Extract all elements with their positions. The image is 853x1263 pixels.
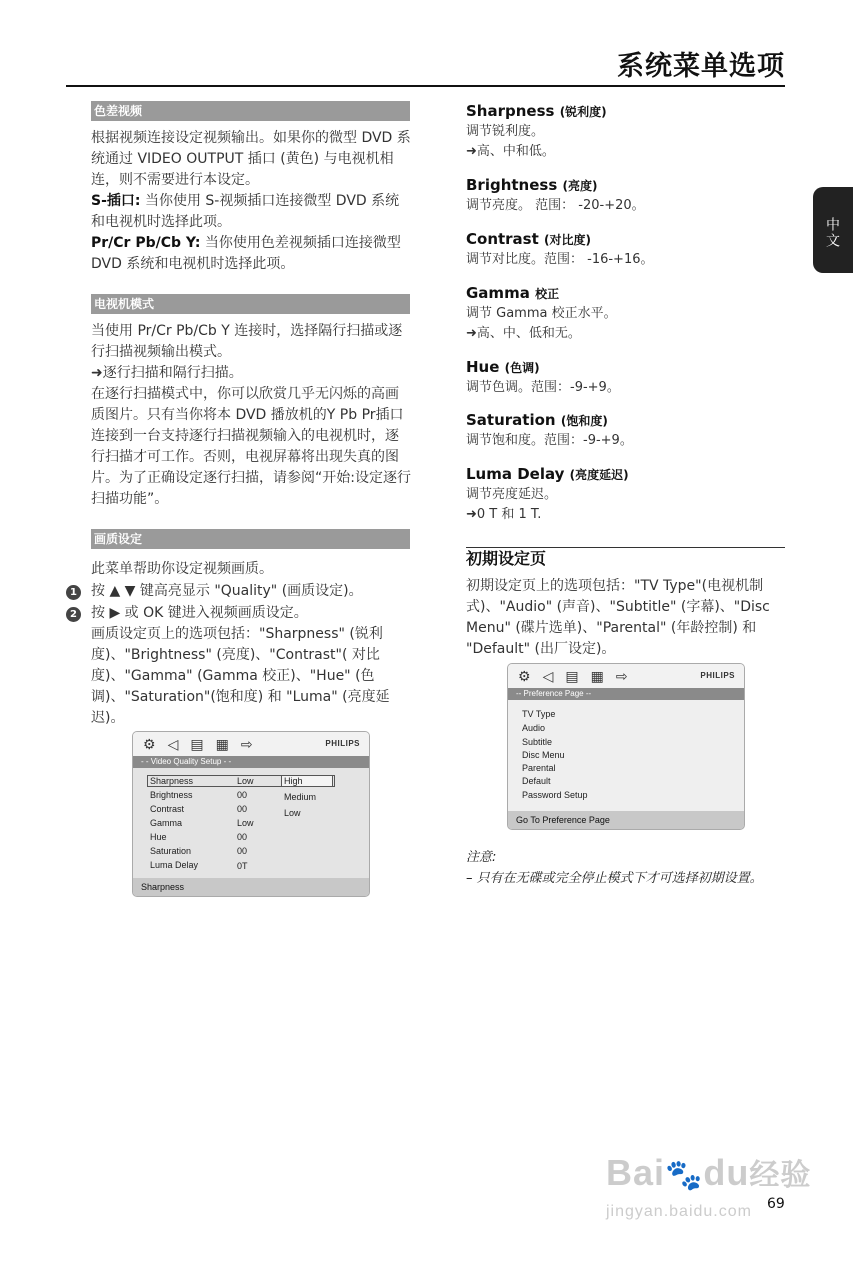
item-title: [466, 357, 786, 378]
step-1-text: 按 ▲ ▼ 键高亮显示 "Quality" (画质设定)。: [91, 583, 363, 599]
item-brightness: [466, 175, 786, 216]
item-title-en: Sharpness: [466, 102, 555, 120]
item-title-zh: (锐利度): [559, 105, 607, 119]
gear-icon: ⚙: [143, 735, 156, 752]
osd-row-value: 0T: [237, 861, 248, 871]
component-label: Pr/Cr Pb/Cb Y:: [91, 235, 201, 251]
step-1-marker: 1: [66, 585, 81, 600]
arrow-exit-icon: ⇨: [615, 667, 628, 684]
item-arrow: ➜高、中和低。: [466, 144, 555, 159]
item-arrow: ➜高、中、低和无。: [466, 326, 581, 341]
osd-option[interactable]: Medium: [284, 792, 317, 802]
pref-separator: [466, 547, 785, 548]
note-text: – 只有在无碟或完全停止模式下才可选择初期设置。: [466, 871, 763, 886]
osd-icon-bar: [508, 664, 744, 688]
note-label: 注意:: [466, 850, 497, 865]
item-title: [466, 175, 786, 196]
item-sharpness: [466, 101, 786, 162]
grid-icon: ▦: [590, 667, 604, 684]
preference-osd: [507, 663, 745, 830]
item-hue: [466, 357, 786, 398]
item-arrow: ➜0 T 和 1 T.: [466, 507, 542, 522]
step-2-body: [91, 603, 411, 729]
item-desc: 调节亮度延迟。: [466, 487, 558, 502]
screen-icon: ▤: [565, 667, 579, 684]
s-video-option: [91, 191, 411, 233]
item-title-zh: (色调): [504, 361, 540, 375]
item-title-zh: (亮度延迟): [569, 468, 629, 482]
item-title-zh: (对比度): [544, 233, 591, 247]
item-title: [466, 283, 786, 304]
osd-option[interactable]: Low: [284, 808, 301, 818]
page-title: 系统菜单选项: [617, 51, 785, 82]
watermark-logo: [606, 1150, 811, 1194]
item-desc: 调节亮度。 范围： -20-+20。: [466, 198, 645, 213]
item-contrast: [466, 229, 786, 270]
osd-icon-bar: [133, 732, 369, 756]
section-heading-component-video: 色差视频: [91, 101, 410, 121]
osd-brand: PHILIPS: [325, 739, 360, 748]
item-desc: 调节饱和度。范围：-9-+9。: [466, 433, 633, 448]
grid-icon: ▦: [215, 735, 229, 752]
section-tv-mode-body: [91, 321, 411, 510]
item-desc: 调节锐利度。: [466, 124, 545, 139]
osd-row-name[interactable]: Luma Delay: [150, 860, 199, 870]
osd-row-value: 00: [237, 790, 248, 800]
osd-row-value: Low: [237, 776, 254, 786]
osd-header: - - Video Quality Setup - -: [133, 756, 369, 768]
osd-footer: Sharpness: [133, 878, 369, 896]
osd-brand: PHILIPS: [700, 671, 735, 680]
arrow-exit-icon: ⇨: [240, 735, 253, 752]
section-heading-quality: 画质设定: [91, 529, 410, 549]
osd-row-value: 00: [237, 846, 248, 856]
osd-option[interactable]: High: [284, 776, 303, 786]
watermark-brand-a: Bai: [606, 1152, 666, 1193]
section-heading-tv-mode: 电视机模式: [91, 294, 410, 314]
osd-row-name[interactable]: Gamma: [150, 818, 183, 828]
osd-row-name[interactable]: Sharpness: [150, 776, 194, 786]
component-option: [91, 233, 411, 275]
item-title: [466, 101, 786, 122]
video-quality-osd: [132, 731, 370, 897]
osd-row-name[interactable]: Saturation: [150, 846, 192, 856]
item-title-en: Hue: [466, 358, 500, 376]
speaker-icon: ◁: [542, 667, 554, 684]
language-tab-label: 中文: [824, 217, 840, 249]
item-title: [466, 410, 786, 431]
item-title-zh: (饱和度): [560, 414, 608, 428]
step-2-options: 画质设定页上的选项包括："Sharpness" (锐利度)、"Brightness" (亮度)、"Contrast"( 对比度)、"Gamma" (Gamma 校正)、"Hue" (色调)、"Saturation"(饱和度) 和 "Luma" (亮度延迟)。: [91, 626, 390, 726]
osd-row-value: 00: [237, 832, 248, 842]
title-rule: [66, 85, 785, 87]
item-title-en: Luma Delay: [466, 465, 565, 483]
osd-menu-item[interactable]: Parental: [522, 763, 556, 773]
step-2-marker: 2: [66, 607, 81, 622]
watermark-paw-icon: 🐾: [665, 1159, 704, 1192]
item-title-en: Gamma: [466, 284, 530, 302]
tv-mode-options: ➜逐行扫描和隔行扫描。: [91, 365, 243, 381]
osd-row-name[interactable]: Contrast: [150, 804, 185, 814]
screen-icon: ▤: [190, 735, 204, 752]
item-title-en: Contrast: [466, 230, 539, 248]
section-component-video-body: [91, 128, 411, 275]
item-title-zh: 校正: [535, 287, 560, 301]
osd-row-value: 00: [237, 804, 248, 814]
item-saturation: [466, 410, 786, 451]
item-desc: 调节对比度。范围： -16-+16。: [466, 252, 654, 267]
item-desc: 调节色调。范围：-9-+9。: [466, 380, 620, 395]
language-tab: [813, 187, 853, 273]
item-title: [466, 229, 786, 250]
osd-menu-item[interactable]: Password Setup: [522, 790, 588, 800]
osd-footer: Go To Preference Page: [508, 811, 744, 829]
watermark-url: jingyan.baidu.com: [606, 1203, 752, 1220]
osd-header: -- Preference Page --: [508, 688, 744, 700]
item-desc: 调节 Gamma 校正水平。: [466, 306, 617, 321]
pref-text: 初期设定页上的选项包括："TV Type"(电视机制式)、"Audio" (声音)、"Subtitle" (字幕)、"Disc Menu" (碟片选单)、"Parental" (年龄控制) 和 "Default" (出厂设定)。: [466, 578, 770, 657]
speaker-icon: ◁: [167, 735, 179, 752]
watermark-brand-c: 经验: [749, 1159, 812, 1192]
s-video-text: 当你使用 S-视频插口连接微型 DVD 系统和电视机时选择此项。: [91, 193, 400, 230]
item-title: [466, 464, 786, 485]
tv-mode-intro: 当使用 Pr/Cr Pb/Cb Y 连接时，选择隔行扫描或逐行扫描视频输出模式。: [91, 323, 403, 360]
osd-menu-item[interactable]: Audio: [522, 723, 546, 733]
osd-row-name[interactable]: Brightness: [150, 790, 193, 800]
gear-icon: ⚙: [518, 667, 531, 684]
osd-row-name[interactable]: Hue: [150, 832, 167, 842]
page-number: 69: [767, 1196, 785, 1212]
quality-intro: 此菜单帮助你设定视频画质。: [91, 561, 273, 577]
pref-heading: 初期设定页: [466, 549, 547, 568]
tv-mode-detail: 在逐行扫描模式中，你可以欣赏几乎无闪烁的高画质图片。只有当你将本 DVD 播放机的Y Pb Pr插口连接到一台支持逐行扫描视频输入的电视机时，逐行扫描才可工作。否则，电视屏幕将出现失真的图片。为了正确设定逐行扫描，请参阅“开始:设定逐行扫描功能”。: [91, 386, 411, 507]
component-video-intro: 根据视频连接设定视频输出。如果你的微型 DVD 系统通过 VIDEO OUTPUT 插口 (黄色) 与电视机相连，则不需要进行本设定。: [91, 130, 411, 188]
component-text: 当你使用色差视频插口连接微型 DVD 系统和电视机时选择此项。: [91, 235, 401, 272]
note: [466, 847, 786, 889]
item-luma-delay: [466, 464, 786, 525]
osd-menu-item[interactable]: TV Type: [522, 709, 556, 719]
s-video-label: S-插口:: [91, 193, 141, 209]
osd-menu-item[interactable]: Subtitle: [522, 737, 553, 747]
osd-menu-item[interactable]: Default: [522, 776, 551, 786]
step-2-text: 按 ▶ 或 OK 键进入视频画质设定。: [91, 605, 308, 621]
item-title-en: Saturation: [466, 411, 556, 429]
osd-row-value: Low: [237, 818, 254, 828]
item-gamma: [466, 283, 786, 344]
watermark-brand-b: du: [703, 1152, 750, 1193]
item-title-zh: (亮度): [562, 179, 598, 193]
osd-menu-item[interactable]: Disc Menu: [522, 750, 565, 760]
item-title-en: Brightness: [466, 176, 558, 194]
